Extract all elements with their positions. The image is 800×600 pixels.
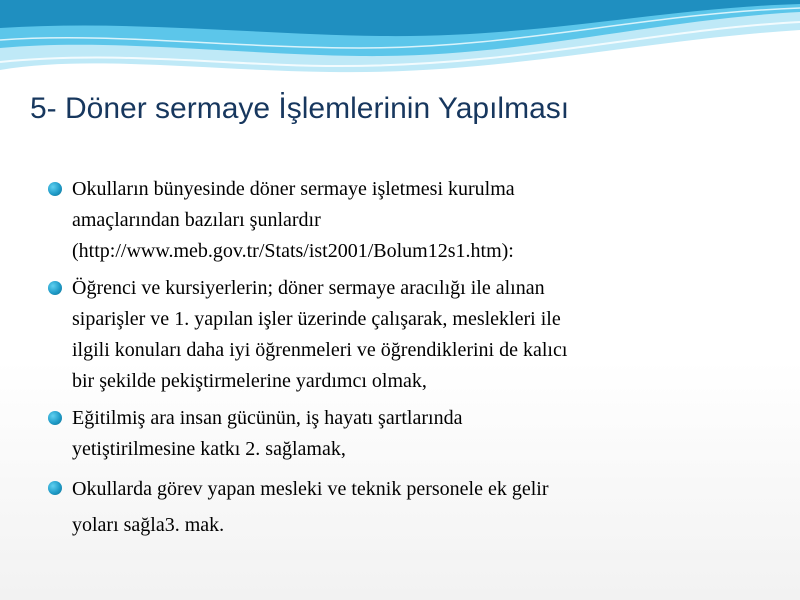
bullet-text: Okullarda görev yapan mesleki ve teknik personele ek gelir yoları sağla3. mak. [72,478,549,536]
bullet-item [48,471,748,543]
bullet-item [48,273,748,397]
bullet-text: Eğitilmiş ara insan gücünün, iş hayatı şartlarında yetiştirilmesine katkı 2. sağlamak, [72,407,463,460]
bullet-text: Okulların bünyesinde döner sermaye işletmesi kurulma amaçlarından bazıları şunlardır (http://www.meb.gov.tr/Stats/ist2001/Bolum12s1.htm): [72,178,515,262]
bullet-item [48,403,748,465]
wave-header-decoration [0,0,800,100]
bullet-dot-icon [48,481,62,495]
bullet-text: Öğrenci ve kursiyerlerin; döner sermaye aracılığı ile alınan siparişler ve 1. yapılan işler üzerinde çalışarak, meslekleri ile ilgili konuları daha iyi öğrenmeleri ve öğrendiklerini de kalıcı bir şekilde pekiştirmelerine yardımcı olmak, [72,277,568,392]
bullet-dot-icon [48,411,62,425]
bullet-dot-icon [48,281,62,295]
slide-title: 5- Döner sermaye İşlemlerinin Yapılması [30,92,570,125]
bullet-list [48,174,748,543]
bullet-item [48,174,748,267]
bullet-dot-icon [48,182,62,196]
